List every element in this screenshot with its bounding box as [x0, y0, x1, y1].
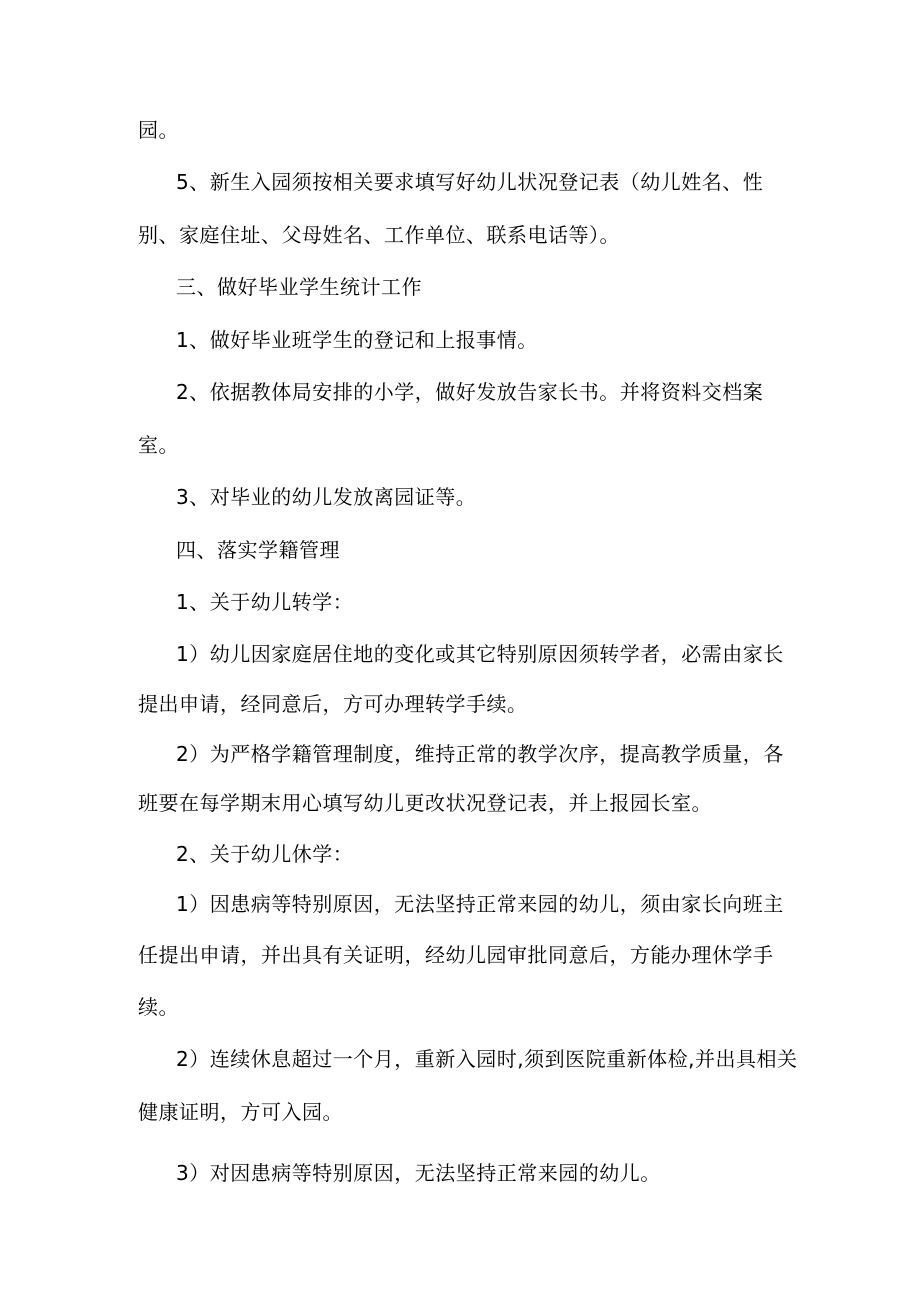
- text-line: 2）连续休息超过一个月，重新入园时,须到医院重新体检,并出具相关: [176, 1047, 798, 1071]
- text-line: 3）对因患病等特别原因，无法坚持正常来园的幼儿。: [176, 1161, 661, 1185]
- text-line: 2、关于幼儿休学：: [176, 842, 354, 866]
- text-line: 健康证明，方可入园。: [138, 1100, 343, 1124]
- text-line: 别、家庭住址、父母姓名、工作单位、联系电话等）。: [138, 223, 620, 247]
- text-line: 2、依据教体局安排的小学，做好发放告家长书。并将资料交档案: [176, 380, 764, 404]
- text-line: 园。: [138, 118, 179, 142]
- text-line: 续。: [138, 995, 179, 1019]
- text-line: 5、新生入园须按相关要求填写好幼儿状况登记表（幼儿姓名、性: [176, 170, 764, 194]
- section-heading: 三、做好毕业学生统计工作: [176, 275, 422, 299]
- text-line: 提出申请，经同意后，方可办理转学手续。: [138, 692, 528, 716]
- section-heading: 四、落实学籍管理: [176, 538, 340, 562]
- text-line: 1、做好毕业班学生的登记和上报事情。: [176, 328, 538, 352]
- text-line: 3、对毕业的幼儿发放离园证等。: [176, 485, 477, 509]
- text-line: 任提出申请，并出具有关证明，经幼儿园审批同意后，方能办理休学手: [138, 943, 774, 967]
- text-line: 1）因患病等特别原因，无法坚持正常来园的幼儿，须由家长向班主: [176, 892, 784, 916]
- text-line: 室。: [138, 433, 179, 457]
- text-line: 1、关于幼儿转学：: [176, 590, 354, 614]
- text-line: 2）为严格学籍管理制度，维持正常的教学次序，提高教学质量，各: [176, 742, 784, 766]
- text-line: 班要在每学期末用心填写幼儿更改状况登记表，并上报园长室。: [138, 791, 712, 815]
- text-line: 1）幼儿因家庭居住地的变化或其它特别原因须转学者，必需由家长: [176, 642, 784, 666]
